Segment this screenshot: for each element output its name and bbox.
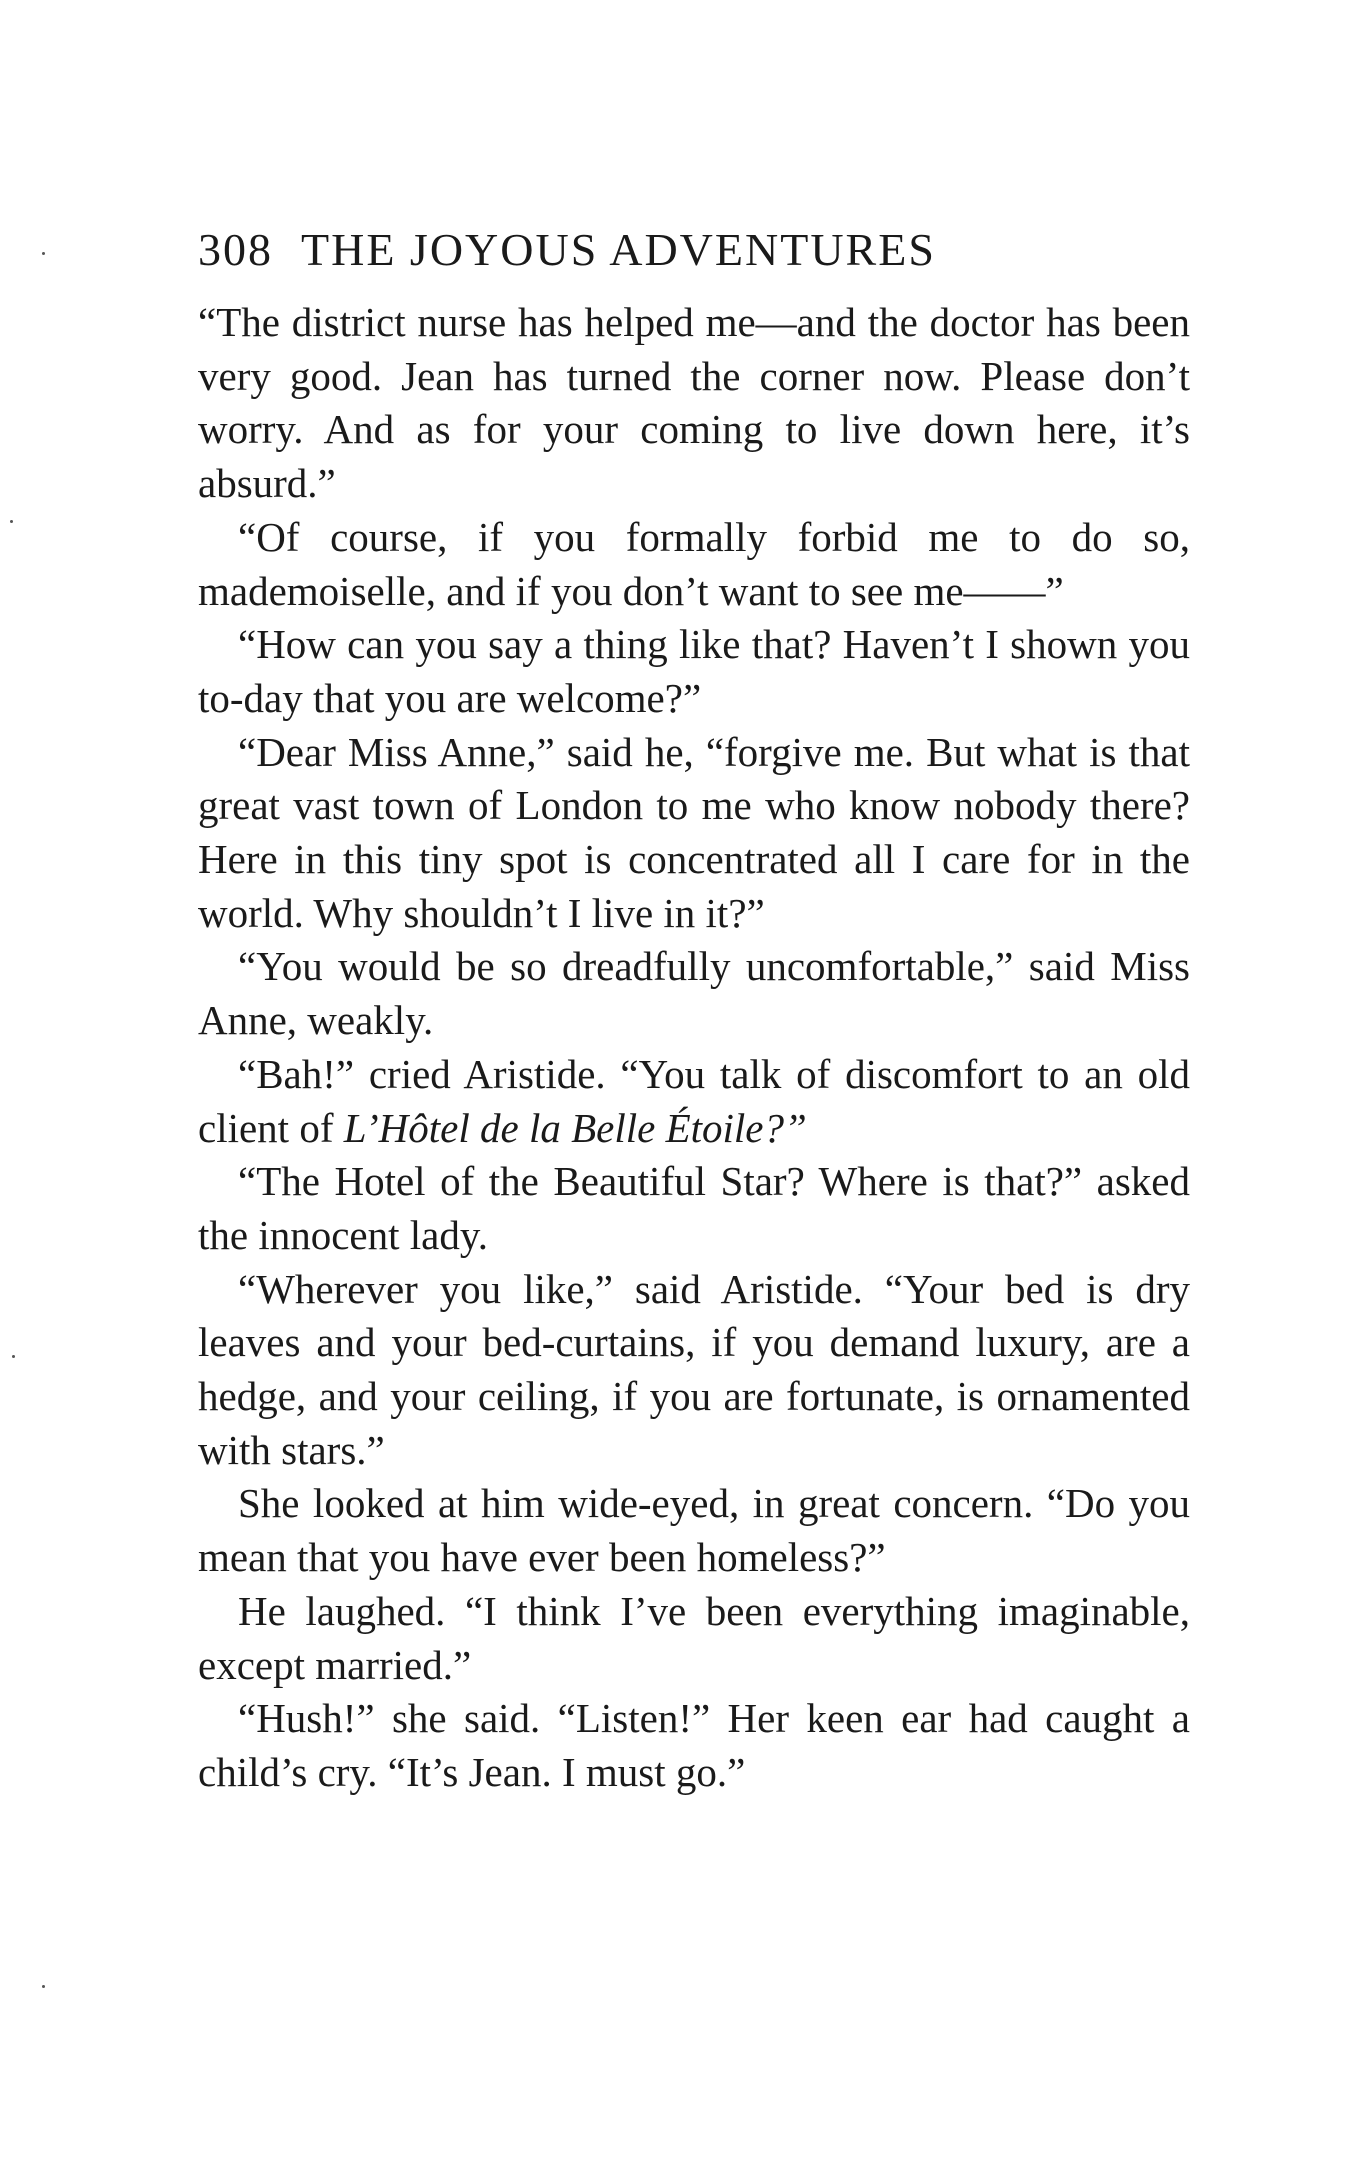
body-text [198, 296, 1190, 1800]
paragraph: “Wherever you like,” said Aristide. “Your bed is dry leaves and your bed-curtains, if you demand luxury, are a hedge, and your ceiling, if you are fortunate, is ornamented with stars.” [198, 1265, 1190, 1473]
paragraph: “How can you say a thing like that? Haven’t I shown you to-day that you are welcome?” [198, 621, 1190, 721]
paragraph: He laughed. “I think I’ve been everything imaginable, except married.” [198, 1587, 1190, 1688]
page-number: 308 [198, 224, 273, 275]
running-title: THE JOYOUS ADVENTURES [301, 224, 936, 275]
paragraph: “Of course, if you formally forbid me to do so, mademoiselle, and if you don’t want to see me——” [198, 513, 1190, 614]
paragraph: She looked at him wide-eyed, in great concern. “Do you mean that you have ever been homeless?” [198, 1480, 1190, 1581]
paragraph: “The Hotel of the Beautiful Star? Where is that?” asked the innocent lady. [198, 1158, 1190, 1258]
paragraph-text: “Bah!” cried Aristide. “You talk of discomfort to an old client of [198, 1050, 1190, 1151]
paragraph: “Hush!” she said. “Listen!” Her keen ear had caught a child’s cry. “It’s Jean. I must go.” [198, 1695, 1190, 1795]
running-header [198, 220, 1188, 280]
paragraph: “You would be so dreadfully uncomfortable,” said Miss Anne, weakly. [198, 943, 1190, 1044]
paragraph: “The district nurse has helped me—and the doctor has been very good. Jean has turned the corner now. Please don’t worry. And as for your coming to live down here, it’s absurd.” [198, 299, 1190, 507]
hotel-name-italic: L’Hôtel de la Belle Étoile?” [343, 1104, 807, 1151]
paragraph [198, 1048, 1190, 1155]
paragraph: “Dear Miss Anne,” said he, “forgive me. But what is that great vast town of London to me who know nobody there? Here in this tiny spot is concentrated all I care for in the world. Why shouldn’t I live in it?” [198, 728, 1190, 936]
